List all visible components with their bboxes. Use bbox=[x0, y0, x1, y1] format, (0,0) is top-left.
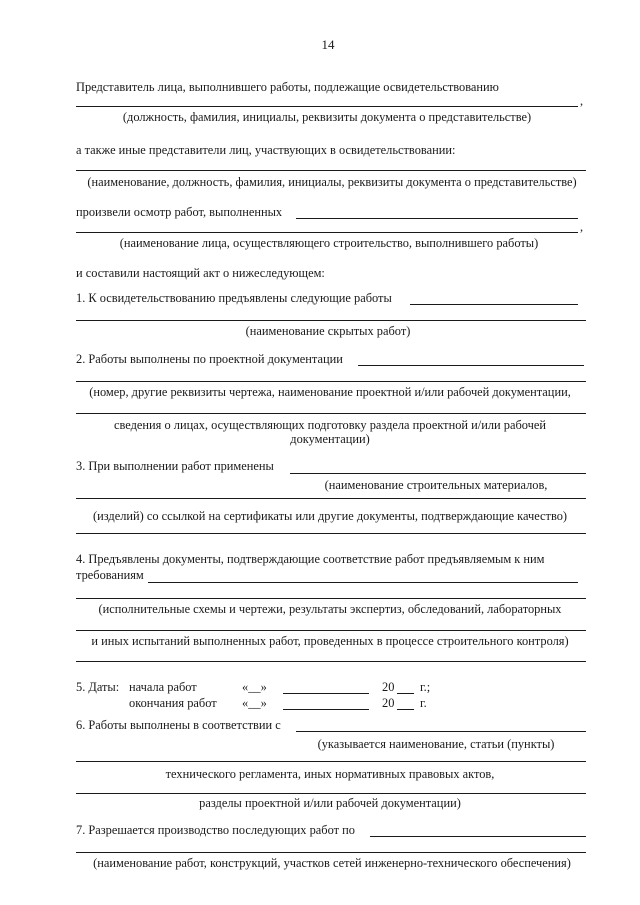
inspection-field-1[interactable] bbox=[296, 218, 578, 219]
item5-start-label: начала работ bbox=[129, 680, 197, 694]
item3-field-3[interactable] bbox=[76, 533, 586, 534]
item1-field-2[interactable] bbox=[76, 320, 586, 321]
inspection-comma: , bbox=[580, 220, 584, 234]
item2-field-3[interactable] bbox=[76, 413, 586, 414]
item4-field-1[interactable] bbox=[148, 582, 578, 583]
item2-caption-3: документации) bbox=[290, 432, 370, 446]
item5-end-day[interactable]: «__» bbox=[242, 696, 267, 710]
item1-label: 1. К освидетельствованию предъявлены следующие работы bbox=[76, 291, 392, 305]
item6-caption-1: (указывается наименование, статьи (пункты) bbox=[317, 737, 555, 751]
item6-label: 6. Работы выполнены в соответствии с bbox=[76, 718, 281, 732]
item6-field-1[interactable] bbox=[296, 731, 586, 732]
item3-field-1[interactable] bbox=[290, 473, 586, 474]
inspection-caption: (наименование лица, осуществляющего строительство, выполнившего работы) bbox=[119, 236, 539, 250]
others-caption: (наименование, должность, фамилия, инициалы, реквизиты документа о представительстве) bbox=[87, 175, 577, 189]
others-label: а также иные представители лиц, участвующих в освидетельствовании: bbox=[76, 143, 456, 157]
item3-label: 3. При выполнении работ применены bbox=[76, 459, 274, 473]
item5-end-year-field[interactable] bbox=[397, 709, 414, 710]
representative-label: Представитель лица, выполнившего работы, подлежащие освидетельствованию bbox=[76, 80, 499, 94]
item5-end-year-suffix: г. bbox=[420, 696, 427, 710]
item2-field-1[interactable] bbox=[358, 365, 584, 366]
item5-end-label: окончания работ bbox=[129, 696, 217, 710]
item1-field-1[interactable] bbox=[410, 304, 578, 305]
item3-caption-1: (наименование строительных материалов, bbox=[324, 478, 548, 492]
item4-caption-1: (исполнительные схемы и чертежи, результаты экспертиз, обследований, лабораторных bbox=[98, 602, 562, 616]
representative-field[interactable] bbox=[76, 106, 578, 107]
item5-end-month-field[interactable] bbox=[283, 709, 369, 710]
item7-label: 7. Разрешается производство последующих работ по bbox=[76, 823, 355, 837]
item6-caption-3: разделы проектной и/или рабочей документации) bbox=[199, 796, 461, 810]
item5-start-year-prefix: 20 bbox=[382, 680, 395, 694]
item5-label: 5. Даты: bbox=[76, 680, 120, 694]
item2-caption-1: (номер, другие реквизиты чертежа, наименование проектной и/или рабочей документации, bbox=[89, 385, 571, 399]
item4-field-4[interactable] bbox=[76, 661, 586, 662]
representative-comma: , bbox=[580, 94, 584, 108]
inspection-label: произвели осмотр работ, выполненных bbox=[76, 205, 283, 219]
item7-field-1[interactable] bbox=[370, 836, 586, 837]
inspection-field-2[interactable] bbox=[76, 232, 578, 233]
item4-label-2: требованиям bbox=[76, 568, 144, 582]
item4-label-1: 4. Предъявлены документы, подтверждающие соответствие работ предъявляемым к ним bbox=[76, 552, 545, 566]
representative-caption: (должность, фамилия, инициалы, реквизиты документа о представительстве) bbox=[122, 110, 532, 124]
item6-caption-2: технического регламента, иных нормативных правовых актов, bbox=[165, 767, 495, 781]
item4-caption-2: и иных испытаний выполненных работ, проведенных в процессе строительного контроля) bbox=[91, 634, 569, 648]
item3-field-2[interactable] bbox=[76, 498, 586, 499]
item2-field-2[interactable] bbox=[76, 381, 586, 382]
item2-label: 2. Работы выполнены по проектной документации bbox=[76, 352, 343, 366]
item6-field-2[interactable] bbox=[76, 761, 586, 762]
item5-start-year-field[interactable] bbox=[397, 693, 414, 694]
item7-caption: (наименование работ, конструкций, участков сетей инженерно-технического обеспечения) bbox=[93, 856, 571, 870]
item5-start-day[interactable]: «__» bbox=[242, 680, 267, 694]
item1-caption: (наименование скрытых работ) bbox=[245, 324, 411, 338]
others-field[interactable] bbox=[76, 170, 586, 171]
item6-field-3[interactable] bbox=[76, 793, 586, 794]
item5-start-year-suffix: г.; bbox=[420, 680, 431, 694]
item2-caption-2: сведения о лицах, осуществляющих подготовку раздела проектной и/или рабочей bbox=[113, 418, 547, 432]
item4-field-2[interactable] bbox=[76, 598, 586, 599]
page-number: 14 bbox=[321, 37, 335, 52]
act-intro: и составили настоящий акт о нижеследующем: bbox=[76, 266, 325, 280]
item7-field-2[interactable] bbox=[76, 852, 586, 853]
item5-start-month-field[interactable] bbox=[283, 693, 369, 694]
item4-field-3[interactable] bbox=[76, 630, 586, 631]
item3-caption-2: (изделий) со ссылкой на сертификаты или другие документы, подтверждающие качество) bbox=[92, 509, 568, 523]
item5-end-year-prefix: 20 bbox=[382, 696, 395, 710]
